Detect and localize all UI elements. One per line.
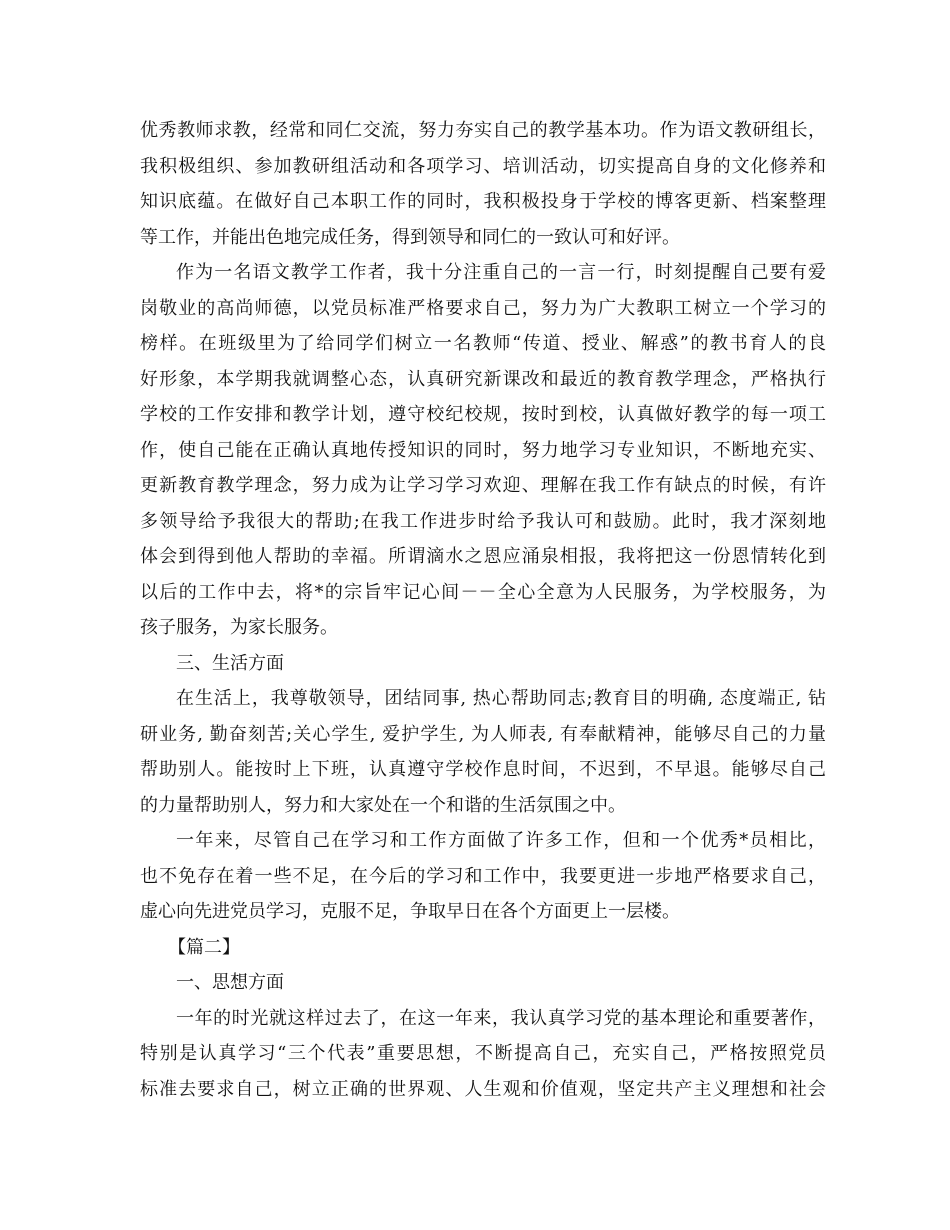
part-heading: 【篇二】 (168, 936, 240, 958)
text-line: 一年来，尽管自己在学习和工作方面做了许多工作，但和一个优秀*员相比， (176, 830, 826, 851)
text-line: 好形象，本学期我就调整心态，认真研究新课改和最近的教育教学理念，严格执行 (140, 368, 826, 390)
text-line: 孩子服务，为家长服务。 (140, 617, 338, 638)
text-line: 标准去要求自己，树立正确的世界观、人生观和价值观，坚定共产主义理想和社会 (140, 1078, 826, 1100)
text-line: 学校的工作安排和教学计划，遵守校纪校规，按时到校，认真做好教学的每一项工 (140, 404, 826, 425)
text-line: 在生活上，我尊敬领导，团结同事, 热心帮助同志;教育目的明确, 态度端正, 钻 (176, 688, 826, 709)
text-line: 更新教育教学理念，努力成为让学习学习欢迎、理解在我工作有缺点的时候，有许 (140, 475, 826, 496)
text-line: 作为一名语文教学工作者，我十分注重自己的一言一行，时刻提醒自己要有爱 (176, 262, 826, 283)
text-line: 多领导给予我很大的帮助;在我工作进步时给予我认可和鼓励。此时，我才深刻地 (140, 510, 826, 532)
text-line: 特别是认真学习“三个代表”重要思想，不断提高自己，充实自己，严格按照党员 (140, 1043, 826, 1064)
text-line: 以后的工作中去，将*的宗旨牢记心间－－全心全意为人民服务，为学校服务，为 (140, 581, 826, 603)
text-line: 虚心向先进党员学习，克服不足，争取早日在各个方面更上一层楼。 (140, 901, 680, 922)
text-line: 榜样。在班级里为了给同学们树立一名教师“传道、授业、解惑”的教书育人的良 (140, 333, 826, 354)
text-line: 也不免存在着一些不足，在今后的学习和工作中，我要更进一步地严格要求自己， (140, 865, 826, 887)
section-heading: 三、生活方面 (176, 652, 284, 674)
text-line: 作，使自己能在正确认真地传授知识的同时，努力地学习专业知识，不断地充实、 (140, 439, 826, 461)
text-line: 优秀教师求教，经常和同仁交流，努力夯实自己的教学基本功。作为语文教研组长， (140, 120, 826, 141)
text-line: 帮助别人。能按时上下班，认真遵守学校作息时间，不迟到，不早退。能够尽自己 (140, 759, 826, 780)
text-line: 我积极组织、参加教研组活动和各项学习、培训活动，切实提高自身的文化修养和 (140, 155, 826, 177)
text-line: 体会到得到他人帮助的幸福。所谓滴水之恩应涌泉相报，我将把这一份恩情转化到 (140, 546, 826, 567)
document-body (140, 113, 826, 1107)
text-line: 一年的时光就这样过去了，在这一年来，我认真学习党的基本理论和重要著作， (176, 1007, 826, 1029)
text-line: 等工作，并能出色地完成任务，得到领导和同仁的一致认可和好评。 (140, 226, 680, 248)
text-line: 研业务, 勤奋刻苦;关心学生, 爱护学生, 为人师表, 有奉献精神，能够尽自己的力量 (140, 723, 826, 745)
section-heading: 一、思想方面 (176, 972, 284, 993)
text-line: 的力量帮助别人，努力和大家处在一个和谐的生活氛围之中。 (140, 794, 626, 816)
text-line: 知识底蕴。在做好自己本职工作的同时，我积极投身于学校的博客更新、档案整理 (140, 191, 826, 212)
text-line: 岗敬业的高尚师德，以党员标准严格要求自己，努力为广大教职工树立一个学习的 (140, 297, 826, 319)
